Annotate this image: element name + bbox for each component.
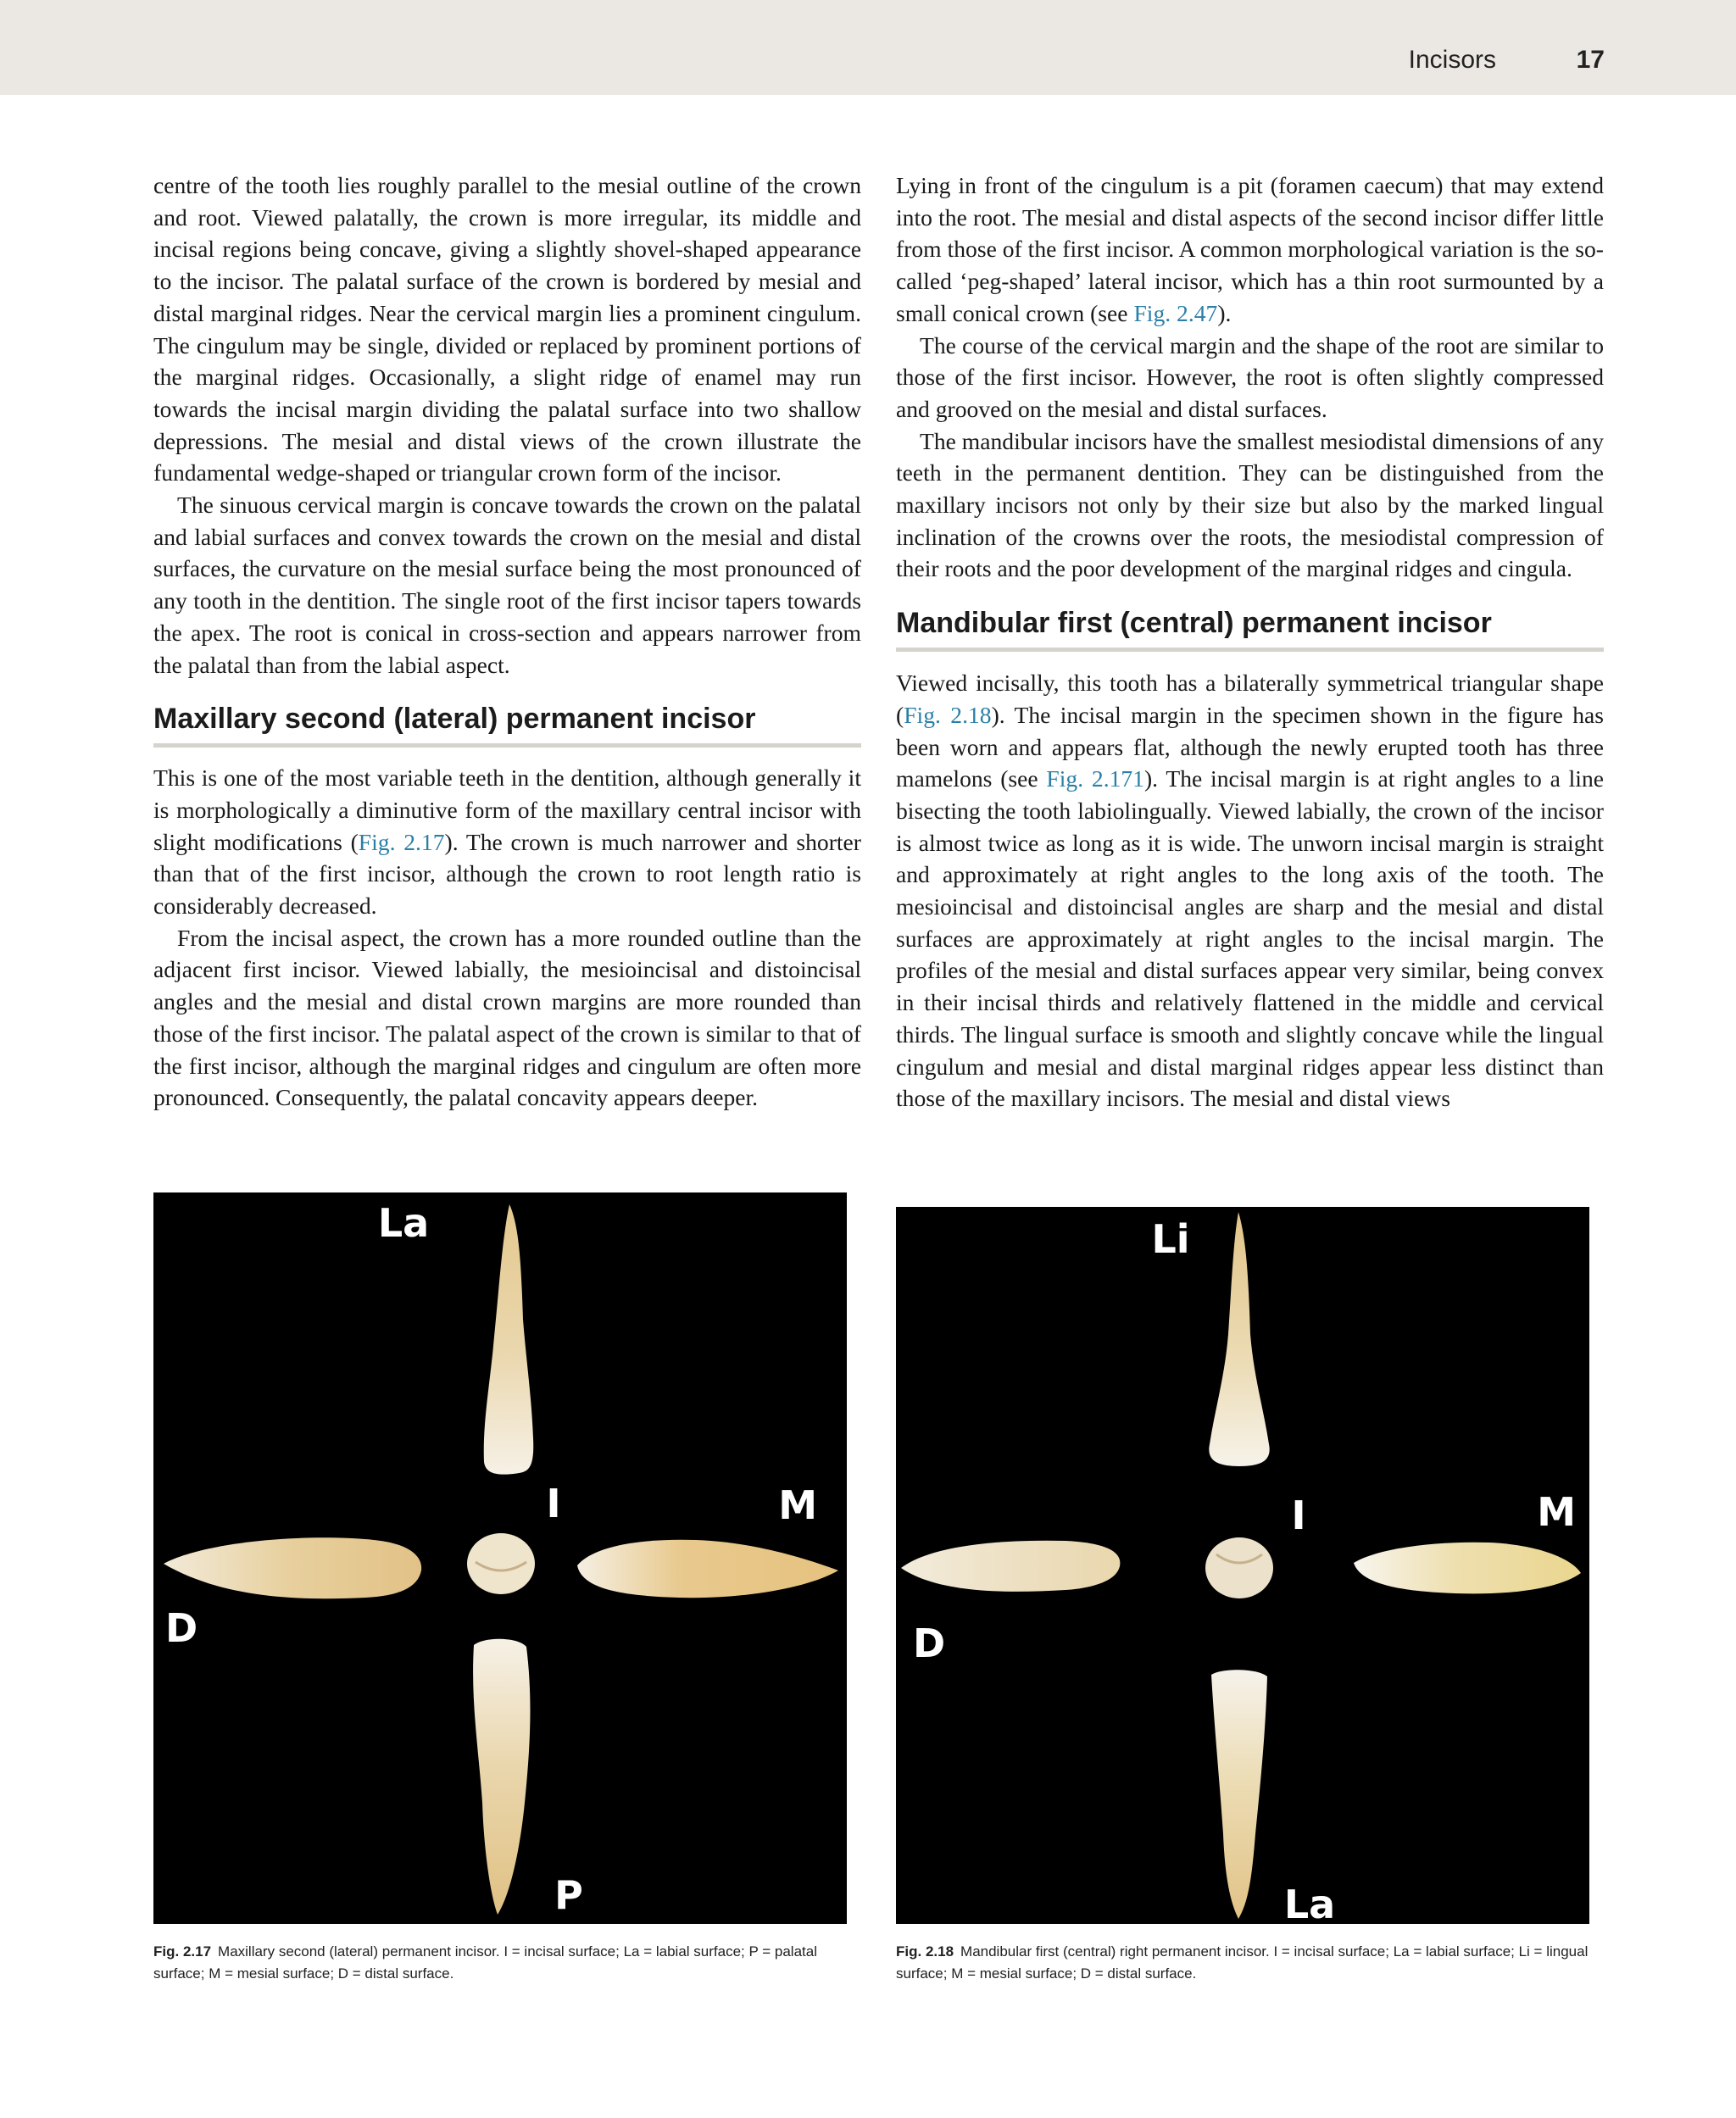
tooth-center: [1205, 1537, 1273, 1598]
label-mesial: M: [778, 1482, 817, 1528]
caption-text: Maxillary second (lateral) permanent incisor. I = incisal surface; La = labial surface; P = palatal surface; M = mesial surface; D = distal surface.: [153, 1943, 817, 1982]
section-heading: Maxillary second (lateral) permanent incisor: [153, 701, 861, 748]
figure-link[interactable]: Fig. 2.17: [358, 828, 445, 855]
tooth-top: [1209, 1212, 1269, 1466]
text-run: Lying in front of the cingulum is a pit (foramen caecum) that may extend into the root. The mesial and distal aspects of the second incisor differ little from those of the first incisor. A common morphological variation is the so-called ‘peg-shaped’ lateral incisor, which has a thin root surmounted by a small conical crown (see: [896, 172, 1604, 326]
label-incisal: I: [546, 1481, 561, 1526]
tooth-left: [901, 1541, 1120, 1592]
text-run: This is one of the most variable teeth in the dentition, although generally it is morphologically a diminutive form of the maxillary central incisor with slight modifications (: [153, 764, 861, 855]
label-mesial: M: [1537, 1489, 1576, 1535]
paragraph: centre of the tooth lies roughly parallel to the mesial outline of the crown and root. Viewed palatally, the crown is more irregular, its middle and incisal regions being concave, giving a slightly shovel-shaped appearance to the incisor. The palatal surface of the crown is bordered by mesial and distal marginal ridges. Near the cervical margin lies a prominent cingulum. The cingulum may be single, divided or replaced by prominent portions of the marginal ridges. Occasionally, a slight ridge of enamel may run towards the incisal margin dividing the palatal surface into two shallow depressions. The mesial and distal views of the crown illustrate the fundamental wedge-shaped or triangular crown form of the incisor.: [153, 172, 861, 486]
tooth-right: [577, 1540, 838, 1598]
figure-link[interactable]: Fig. 2.18: [904, 701, 992, 728]
text-run: ). The incisal margin is at right angles to a line bisecting the tooth labiolingually. Viewed labially, the crown of the incisor is almost twice as long as it is wide. The unworn incisal margin is straight and approximately at right angles to the long axis of the tooth. The mesioincisal and distoincisal angles are sharp and the mesial and distal surfaces are approximately at right angles to the incisal margin. The profiles of the mesial and distal surfaces appear very similar, being convex in their incisal thirds and relatively flattened in the middle and cervical thirds. The lingual surface is smooth and slightly concave while the lingual cingulum and mesial and distal marginal ridges appear less distinct than those of the maxillary incisors. The mesial and distal views: [896, 765, 1604, 1112]
label-distal: D: [165, 1605, 198, 1651]
paragraph: From the incisal aspect, the crown has a more rounded outline than the adjacent first incisor. Viewed labially, the mesioincisal and distoincisal angles and the mesial and distal crown margins are more rounded than those of the first incisor. The palatal aspect of the crown is similar to that of the first incisor, although the marginal ridges and cingulum are often more pronounced. Consequently, the palatal concavity appears deeper.: [153, 924, 861, 1111]
tooth-bottom: [473, 1639, 530, 1915]
paragraph: The course of the cervical margin and the shape of the root are similar to those of the first incisor. However, the root is often slightly compressed and grooved on the mesial and distal surfaces.: [896, 331, 1604, 422]
running-title: Incisors: [1408, 46, 1496, 74]
left-column: [153, 170, 861, 1114]
text-run: ).: [1217, 299, 1232, 326]
tooth-bottom: [1211, 1670, 1267, 1919]
figure-link[interactable]: Fig. 2.47: [1133, 299, 1218, 326]
text-run: ). The crown is much narrower and shorter than that of the first incisor, although the crown to root length ratio is considerably decreased.: [153, 828, 861, 920]
tooth-photo-collage: [896, 1207, 1589, 1924]
label-lingual: Li: [1151, 1216, 1190, 1262]
running-header: [0, 0, 1736, 95]
right-column: [896, 170, 1604, 1115]
figure-2-18-image: [896, 1207, 1589, 1924]
caption-figure-number: Fig. 2.18: [896, 1943, 954, 1960]
section-heading: Mandibular first (central) permanent incisor: [896, 605, 1604, 652]
tooth-photo-collage: [153, 1192, 847, 1924]
text-run: ). The incisal margin in the specimen shown in the figure has been worn and appears flat, although the newly erupted tooth has three mamelons (see: [896, 701, 1604, 792]
label-palatal: P: [554, 1872, 583, 1918]
tooth-left: [164, 1537, 421, 1598]
caption-text: Mandibular first (central) right permanent incisor. I = incisal surface; La = labial surface; Li = lingual surface; M = mesial surface; D = distal surface.: [896, 1943, 1589, 1982]
paragraph: [153, 762, 861, 922]
caption-figure-number: Fig. 2.17: [153, 1943, 212, 1960]
tooth-right: [1354, 1543, 1581, 1594]
label-distal: D: [913, 1620, 946, 1666]
label-incisal: I: [1291, 1493, 1306, 1538]
paragraph: The sinuous cervical margin is concave towards the crown on the palatal and labial surfaces and convex towards the crown on the mesial and distal surfaces, the curvature on the mesial surface being the most pronounced of any tooth in the dentition. The single root of the first incisor tapers towards the apex. The root is conical in cross-section and appears narrower from the palatal than from the labial aspect.: [153, 492, 861, 678]
label-labial: La: [1283, 1882, 1336, 1924]
figure-caption: [896, 1941, 1591, 1985]
figure-link[interactable]: Fig. 2.171: [1046, 765, 1144, 792]
page-number: 17: [1576, 46, 1605, 74]
tooth-top: [484, 1204, 534, 1475]
text-run: Viewed incisally, this tooth has a bilaterally symmetrical triangular shape (: [896, 670, 1604, 728]
label-labial: La: [377, 1200, 430, 1246]
paragraph: [896, 667, 1604, 1115]
paragraph: [896, 170, 1604, 330]
figure-2-17-image: [153, 1192, 847, 1924]
paragraph: The mandibular incisors have the smallest mesiodistal dimensions of any teeth in the permanent dentition. They can be distinguished from the maxillary incisors not only by their size but also by the marked lingual inclination of the crowns over the roots, the mesiodistal compression of their roots and the poor development of the marginal ridges and cingula.: [896, 427, 1604, 582]
figure-caption: [153, 1941, 849, 1985]
